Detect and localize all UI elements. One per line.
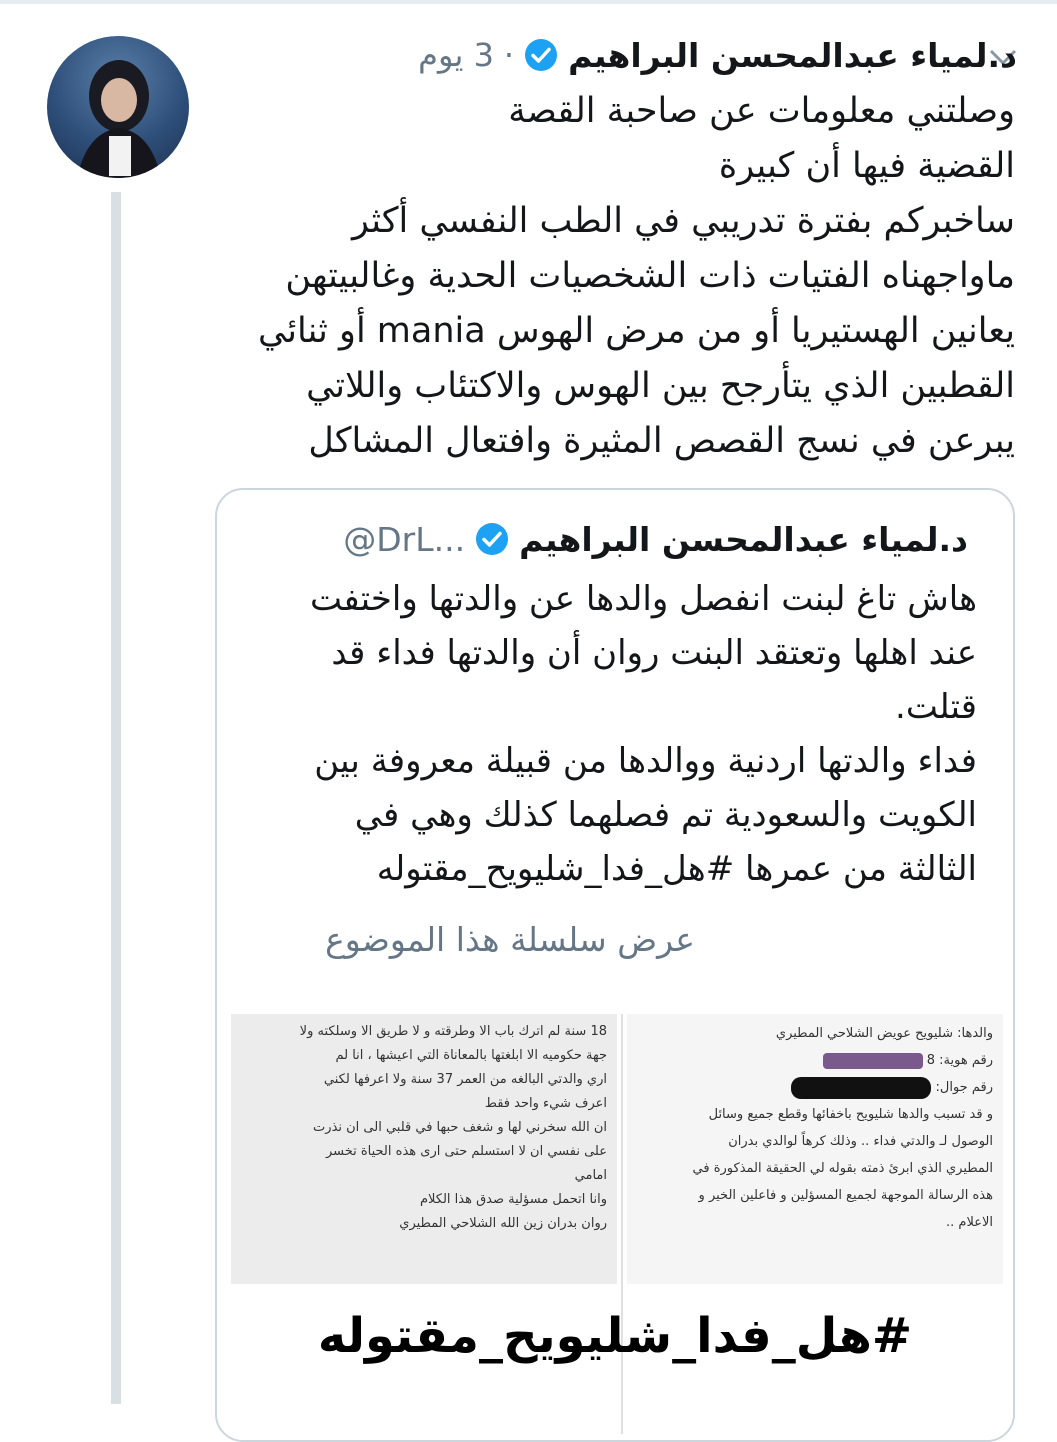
tweet-line: وصلتني معلومات عن صاحبة القصة [508, 91, 1015, 131]
redaction-mark [791, 1077, 931, 1099]
letter-line: ان الله سخرني لها و شغف حبها في قلبي الى ان نذرت [313, 1120, 607, 1135]
id-label: رقم هوية: [939, 1053, 993, 1068]
timestamp[interactable]: 3 يوم [418, 36, 494, 74]
avatar-portrait-icon [47, 36, 189, 178]
letter-line: اعرف شيء واحد فقط [484, 1096, 607, 1111]
quoted-tweet-card[interactable] [215, 488, 1015, 1442]
verified-badge-icon [524, 38, 558, 72]
tweet-text [215, 84, 1015, 469]
image-divider [621, 1014, 623, 1434]
letter-image-right [627, 1014, 1003, 1284]
quote-line: قتلت. [895, 687, 977, 727]
author-name[interactable]: د.لمياء عبدالمحسن البراهيم [568, 35, 1017, 75]
avatar[interactable] [47, 36, 189, 178]
quote-author-name: د.لمياء عبدالمحسن البراهيم [519, 519, 968, 559]
mobile-label: رقم جوال: [935, 1080, 993, 1095]
letter-line: روان بدران زين الله الشلاحي المطيري [399, 1216, 607, 1231]
letter-mobile-row [637, 1074, 993, 1101]
quote-line: هاش تاغ لبنت انفصل والدها عن والدتها واختفت [310, 579, 977, 619]
letter-line: الاعلام .. [946, 1215, 993, 1230]
letter-id-row [637, 1047, 993, 1074]
redaction-mark [823, 1053, 923, 1069]
quote-text [257, 572, 977, 896]
tweet-line: القضية فيها أن كبيرة [718, 146, 1015, 186]
letter-line: والدها: شليويح عويض الشلاحي المطيري [775, 1026, 993, 1041]
letter-line: الوصول لـ والدتي فداء .. وذلك كرهاً لوالدي بدران [728, 1134, 993, 1149]
letter-line: على نفسي ان لا استسلم حتى ارى هذه الحياة تخسر [325, 1144, 607, 1159]
tweet-header [418, 30, 1017, 80]
letter-line: المطيري الذي ابرئ ذمته بقوله لي الحقيقة المذكورة في [692, 1161, 993, 1176]
quote-line: الثالثة من عمرها #هل_فدا_شليويح_مقتوله [376, 849, 977, 889]
tweet-line: يبرعن في نسج القصص المثيرة وافتعال المشاكل [308, 421, 1015, 461]
letter-line: جهة حكوميه الا ابلغتها بالمعاناة التي اعيشها ، انا لم [335, 1048, 607, 1063]
letter-line: هذه الرسالة الموجهة لجميع المسؤلين و فاعلين الخير و [698, 1188, 993, 1203]
top-divider [0, 0, 1057, 4]
thread-line [111, 192, 121, 1404]
tweet-line: يعانين الهستيريا أو من مرض الهوس mania أو ثنائي [258, 311, 1015, 351]
letter-line: امامي [574, 1168, 607, 1183]
quote-attached-image[interactable] [217, 1008, 1013, 1440]
quote-line: الكويت والسعودية تم فصلهما كذلك وهي في [354, 795, 977, 835]
id-digit: 8 [926, 1053, 936, 1068]
show-thread-link[interactable]: عرض سلسلة هذا الموضوع [325, 920, 695, 959]
quote-line: عند اهلها وتعتقد البنت روان أن والدتها فداء قد [331, 633, 977, 673]
quote-line: فداء والدتها اردنية ووالدها من قبيلة معروفة بين [314, 741, 977, 781]
quote-handle: @DrL... [343, 519, 466, 559]
image-hashtag: #هل_فدا_شليويح_مقتوله [317, 1308, 913, 1364]
letter-line: اري والدتي البالغه من العمر 37 سنة ولا اعرفها لكني [323, 1072, 607, 1087]
separator-dot: · [503, 36, 515, 74]
letter-line: 18 سنة لم اترك باب الا وطرقته و لا طريق الا وسلكته ولا [299, 1024, 607, 1039]
letter-line: و قد تسبب والدها شليويح باخفائها وقطع جميع وسائل [708, 1107, 993, 1122]
verified-badge-icon [475, 522, 509, 556]
quote-header [343, 516, 968, 562]
tweet-line: ساخبركم بفترة تدريبي في الطب النفسي أكثر [351, 201, 1015, 241]
letter-image-left [231, 1014, 617, 1284]
letter-line: وانا اتحمل مسؤلية صدق هذا الكلام [419, 1192, 607, 1207]
tweet-line: ماواجهناه الفتيات ذات الشخصيات الحدية وغالبيتهن [285, 256, 1015, 296]
tweet-line: القطبين الذي يتأرجح بين الهوس والاكتئاب واللاتي [306, 366, 1015, 406]
